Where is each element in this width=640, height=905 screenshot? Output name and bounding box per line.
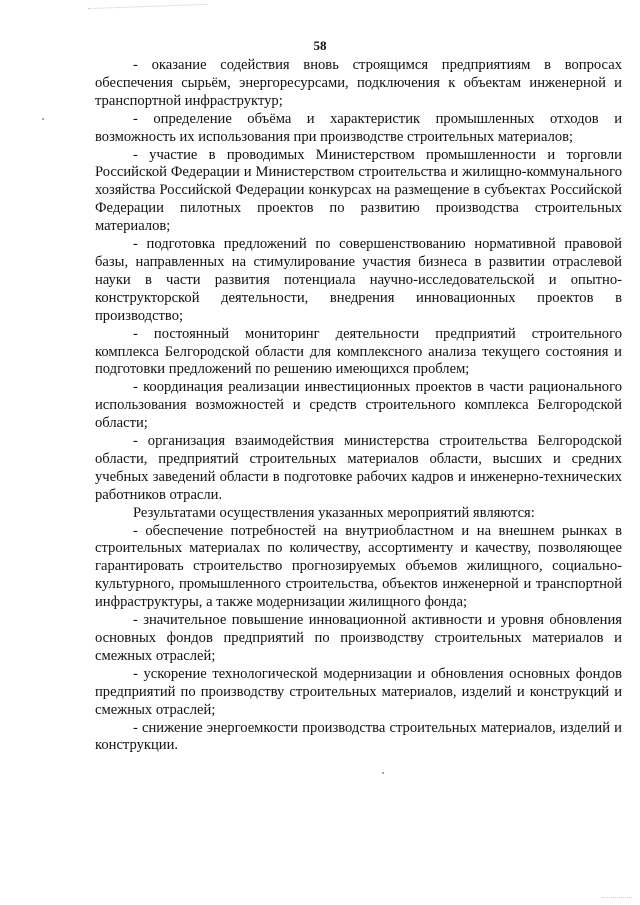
scan-artifact-top: [88, 0, 208, 9]
paragraph: Результатами осуществления указанных мероприятий являются:: [133, 504, 535, 521]
document-body: [95, 57, 622, 755]
paragraph: - организация взаимодействия министерства строительства Белгородской области, предприятий строительных материалов области, высших и средних учебных заведений области в подготовке рабочих кадров и инженерно-технических работников отрасли.: [95, 433, 622, 503]
page-number: 58: [313, 38, 327, 53]
paragraph: - значительное повышение инновационной активности и уровня обновления основных фондов предприятий по производству строительных материалов и смежных отраслей;: [95, 612, 622, 664]
scan-dot: [382, 772, 384, 774]
scan-dot: [42, 118, 44, 120]
paragraph: - обеспечение потребностей на внутриобластном и на внешнем рынках в строительных материалах по количеству, ассортименту и качеству, позволяющее гарантировать строительство прогнозируемых объемов жилищного, социально-культурного, промышленного строительства, объектов инженерной и транспортной инфраструктуры, а также модернизации жилищного фонда;: [95, 522, 622, 611]
paragraph: - оказание содействия вновь строящимся предприятиям в вопросах обеспечения сырьём, энергоресурсами, подключения к объектам инженерной и транспортной инфраструктур;: [95, 57, 622, 109]
paragraph: - снижение энергоемкости производства строительных материалов, изделий и конструкции.: [95, 719, 622, 754]
scan-artifact-bottom: [602, 897, 632, 903]
paragraph: - подготовка предложений по совершенствованию нормативной правовой базы, направленных на стимулирование участия бизнеса в развитии отраслевой науки в части развития потенциала научно-исследовательской и опытно-конструкторской деятельности, внедрения инновационных проектов в производство;: [95, 236, 622, 324]
paragraph: - определение объёма и характеристик промышленных отходов и возможность их использования при производстве строительных материалов;: [95, 110, 622, 145]
paragraph: - ускорение технологической модернизации и обновления основных фондов предприятий по производству строительных материалов, изделий и конструкций и смежных отраслей;: [95, 665, 622, 718]
paragraph: - участие в проводимых Министерством промышленности и торговли Российской Федерации и Министерством строительства и жилищно-коммунального хозяйства Российской Федерации конкурсах на размещение в субъектах Российской Федерации пилотных проектов по развитию производства строительных материалов;: [95, 146, 622, 235]
paragraph: - координация реализации инвестиционных проектов в части рационального использования возможностей и средств строительного комплекса Белгородской области;: [95, 379, 622, 432]
paragraph: - постоянный мониторинг деятельности предприятий строительного комплекса Белгородской области для комплексного анализа текущего состояния и подготовки предложений по решению имеющихся проблем;: [95, 325, 622, 378]
